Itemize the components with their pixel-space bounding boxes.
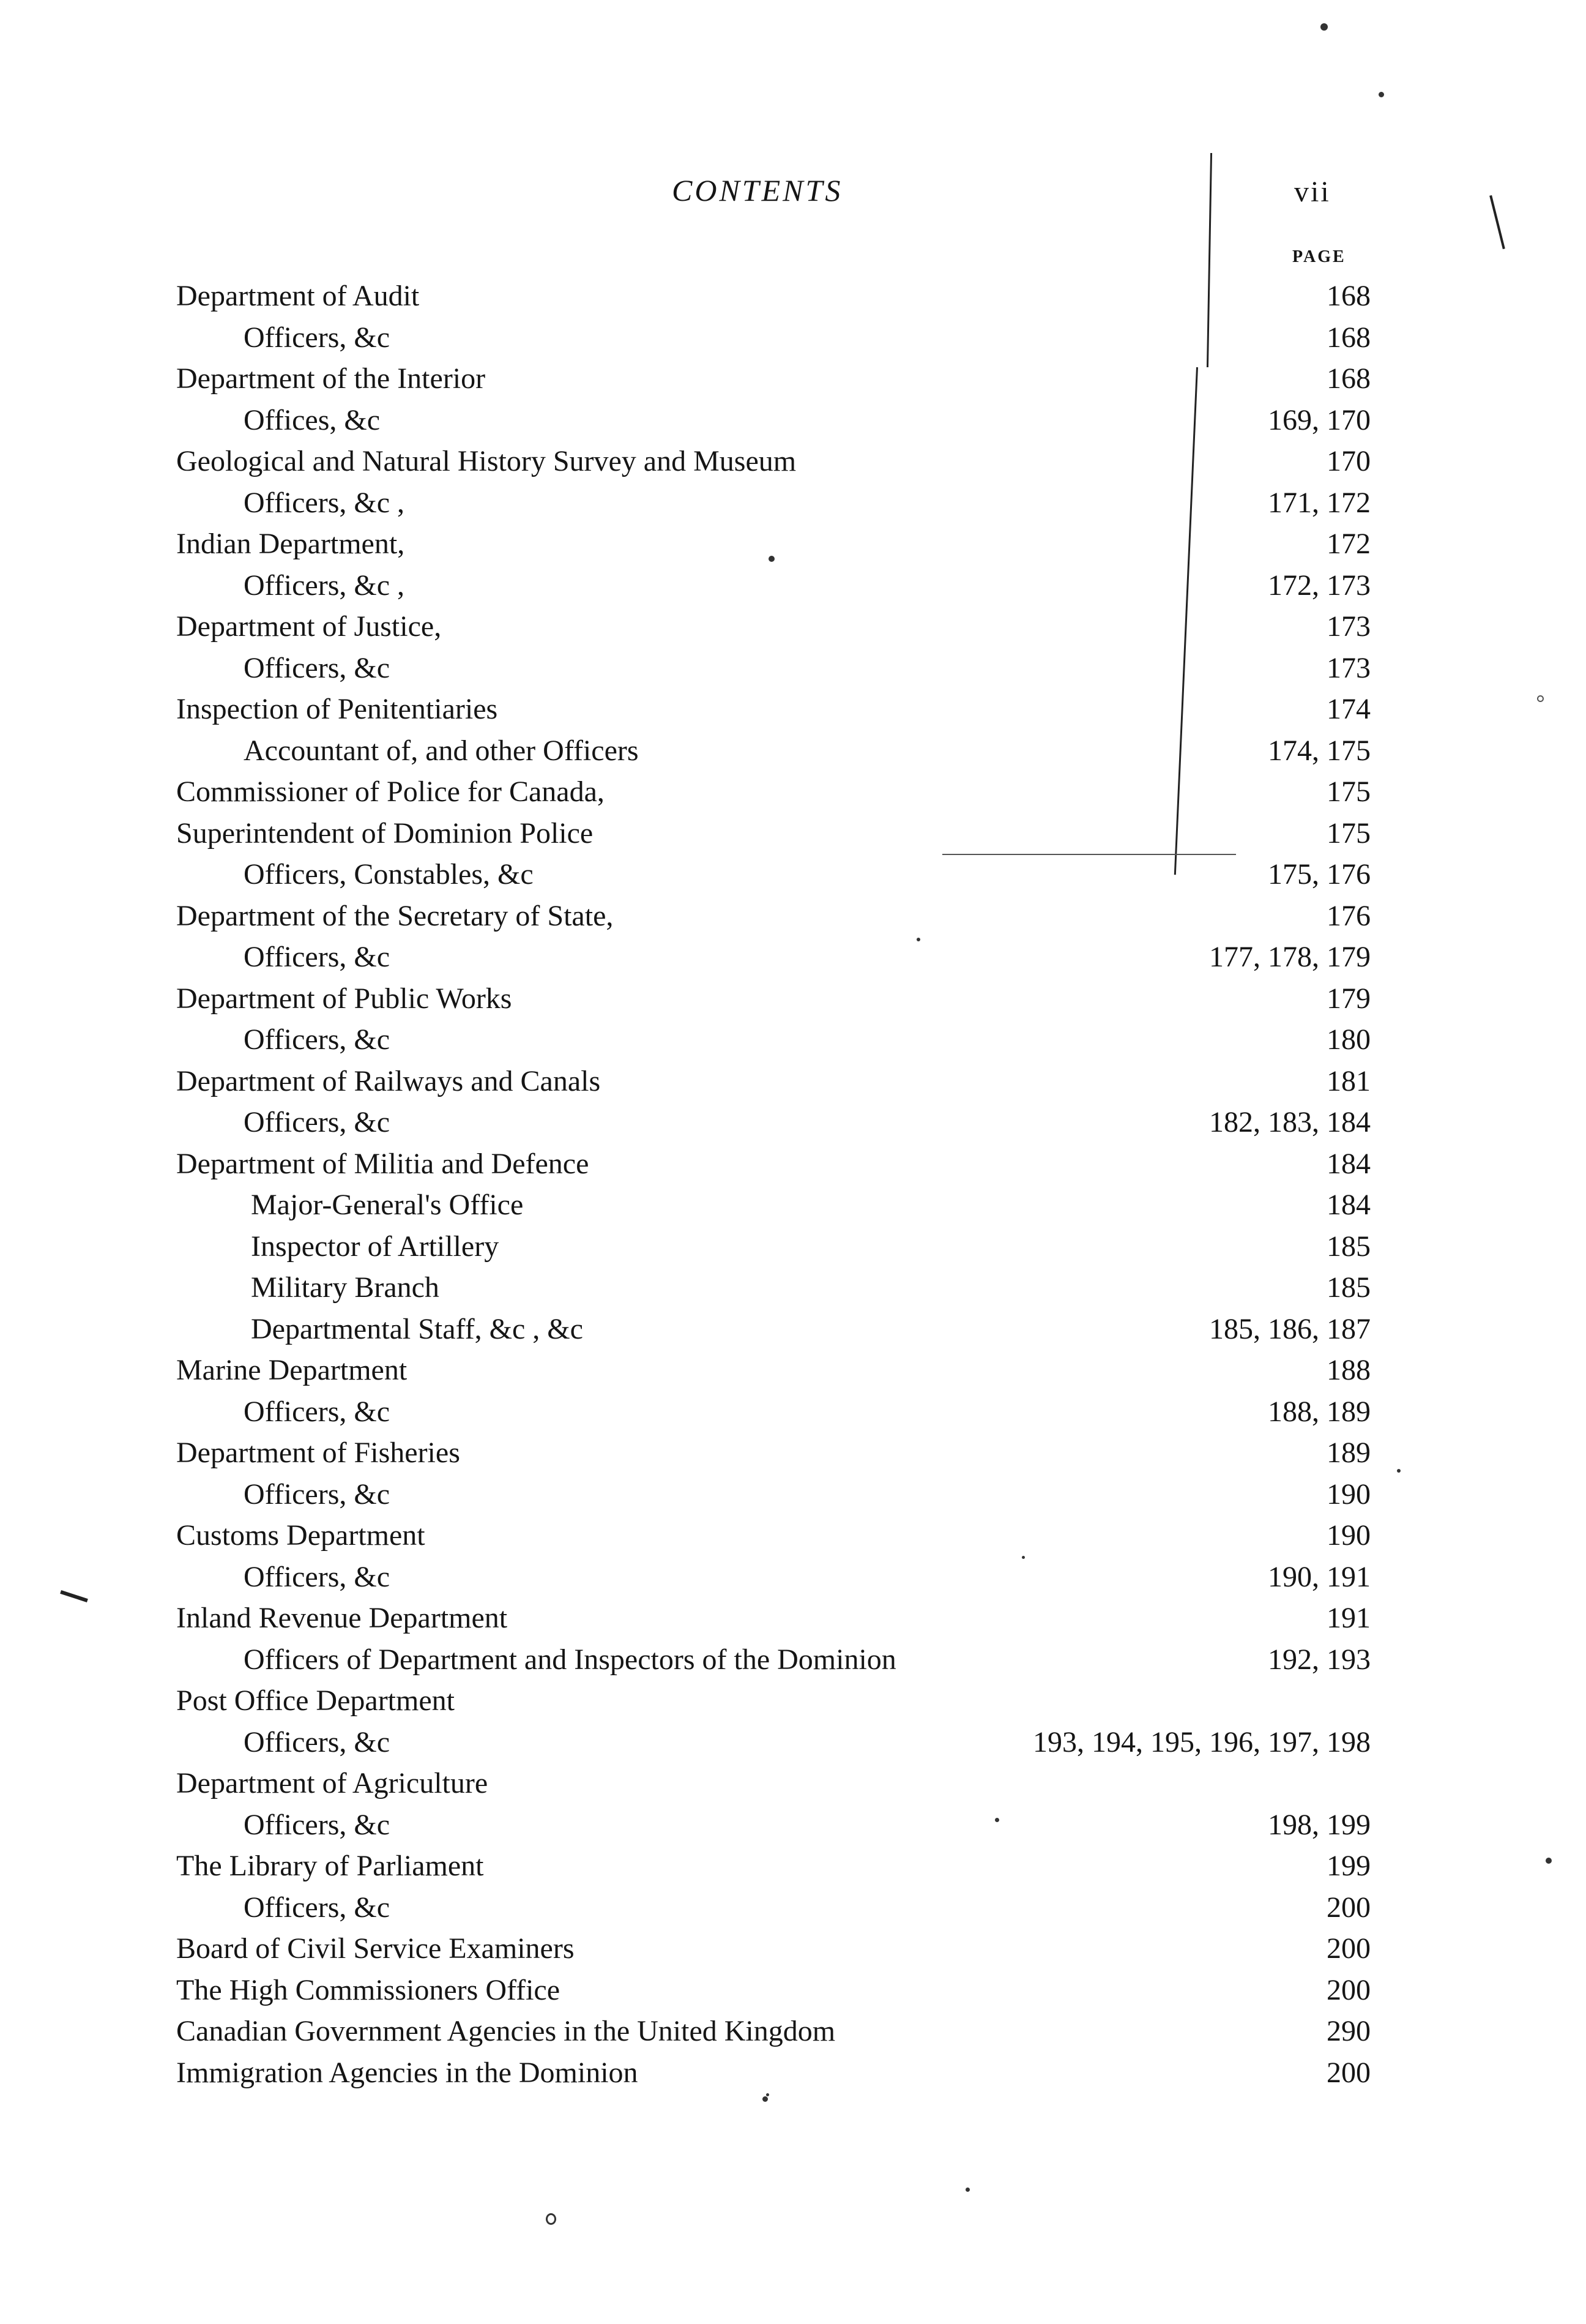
toc-entry	[0, 1680, 1586, 1722]
toc-entry	[0, 1722, 1586, 1763]
scan-speck	[766, 2093, 769, 2096]
toc-entry-pages: 169, 170	[1268, 403, 1371, 436]
toc-entry	[0, 1928, 1586, 1970]
toc-entry-pages: 182, 183, 184	[1209, 1106, 1371, 1138]
toc-entry-pages: 175	[1327, 816, 1371, 850]
scan-speck	[995, 1818, 999, 1822]
toc-entry-pages: 174	[1327, 693, 1371, 725]
toc-entry-label: Department of Fisheries	[176, 1437, 460, 1469]
toc-entry-pages: 172, 173	[1268, 569, 1371, 602]
scan-speck	[1537, 695, 1544, 702]
toc-entry-pages: 173	[1327, 651, 1371, 684]
toc-entry	[0, 648, 1586, 689]
scan-speck	[966, 2188, 970, 2192]
toc-entry-label: Inspector of Artillery	[251, 1230, 499, 1263]
scan-speck	[1022, 1556, 1025, 1559]
toc-entry-pages: 174, 175	[1268, 734, 1371, 767]
scan-speck	[1379, 92, 1384, 97]
toc-entry	[0, 1309, 1586, 1350]
toc-entry-label: The Library of Parliament	[176, 1850, 484, 1882]
toc-entry	[0, 358, 1586, 400]
toc-entry-label: Department of Militia and Defence	[176, 1147, 589, 1180]
toc-entry	[0, 1350, 1586, 1391]
toc-entry-label: Officers, &c	[244, 1891, 390, 1924]
toc-entry-label: Department of Audit	[176, 280, 420, 312]
toc-entry-pages: 200	[1327, 1973, 1371, 2006]
toc-entry-label: Offices, &c	[244, 403, 381, 436]
scan-mark-horizontal-line	[942, 854, 1236, 855]
toc-entry	[0, 1061, 1586, 1102]
toc-entry	[0, 1102, 1586, 1143]
toc-entry-pages: 171, 172	[1268, 486, 1371, 519]
toc-entry-label: Department of the Secretary of State,	[176, 899, 614, 932]
toc-entry-pages: 176	[1327, 899, 1371, 932]
running-head	[0, 173, 1586, 215]
toc-entry-pages: 172	[1327, 528, 1371, 560]
toc-entry-pages: 188, 189	[1268, 1395, 1371, 1428]
toc-entry	[0, 565, 1586, 607]
toc-entry-label: Officers, &c	[244, 941, 390, 973]
scan-speck	[762, 2096, 768, 2102]
toc-entry-pages: 193, 194, 195, 196, 197, 198	[1033, 1725, 1371, 1758]
toc-entry-pages: 200	[1327, 1891, 1371, 1924]
toc-entry-pages: 191	[1327, 1602, 1371, 1634]
toc-entry-pages: 175, 176	[1268, 858, 1371, 891]
toc-entry-pages: 170	[1327, 445, 1371, 477]
toc-entry-label: Officers, &c	[244, 1478, 390, 1511]
toc-entry-pages: 192, 193	[1268, 1643, 1371, 1676]
toc-entry-pages: 190	[1327, 1478, 1371, 1511]
toc-entry	[0, 1845, 1586, 1887]
toc-entry-pages: 175	[1327, 775, 1371, 808]
toc-entry-label: Superintendent of Dominion Police	[176, 816, 594, 850]
toc-entry-label: Departmental Staff, &c , &c	[251, 1312, 583, 1345]
toc-entry	[0, 854, 1586, 895]
toc-entry-pages: 185	[1327, 1271, 1371, 1304]
toc-entry-label: Department of Public Works	[176, 982, 512, 1015]
scan-speck	[769, 556, 775, 562]
toc-entry	[0, 813, 1586, 854]
toc-entry	[0, 482, 1586, 524]
toc-entry-label: Geological and Natural History Survey and Museum	[176, 445, 797, 477]
toc-entry-pages: 190, 191	[1268, 1560, 1371, 1593]
toc-entry-pages: 168	[1327, 321, 1371, 354]
toc-entry	[0, 523, 1586, 565]
toc-entry-label: Immigration Agencies in the Dominion	[176, 2056, 638, 2089]
toc-entry	[0, 441, 1586, 482]
toc-entry-label: Officers, &c	[244, 1808, 390, 1841]
toc-entry-label: Customs Department	[176, 1519, 425, 1552]
toc-entry-pages: 184	[1327, 1189, 1371, 1221]
toc-entry-pages: 168	[1327, 280, 1371, 312]
toc-entry	[0, 2011, 1586, 2052]
running-head-title: CONTENTS	[672, 173, 843, 207]
toc-entry	[0, 1143, 1586, 1185]
toc-entry-pages: 180	[1327, 1023, 1371, 1056]
toc-entry-label: Officers, &c	[244, 321, 390, 354]
toc-entry-label: Department of Railways and Canals	[176, 1064, 601, 1097]
toc-entry-label: Commissioner of Police for Canada,	[176, 775, 605, 808]
toc-entry	[0, 771, 1586, 813]
toc-entry-pages: 179	[1327, 982, 1371, 1015]
toc-entry	[0, 1763, 1586, 1804]
toc-entry-label: Officers, &c ,	[244, 486, 405, 519]
toc-entry-pages: 189	[1327, 1437, 1371, 1469]
toc-entry	[0, 1639, 1586, 1681]
toc-entry-label: Officers, &c	[244, 651, 390, 684]
toc-entry-pages: 185, 186, 187	[1209, 1312, 1371, 1345]
toc-entry-label: Officers, &c	[244, 1725, 390, 1758]
toc-entry	[0, 606, 1586, 648]
toc-entry	[0, 1887, 1586, 1929]
scan-speck	[1546, 1858, 1552, 1864]
toc-entry-label: Accountant of, and other Officers	[244, 734, 639, 767]
toc-entry-label: Department of Justice,	[176, 610, 442, 643]
toc-entry-pages: 200	[1327, 2056, 1371, 2089]
toc-entry-pages: 184	[1327, 1147, 1371, 1180]
page-column-label: PAGE	[1292, 247, 1346, 266]
table-of-contents	[0, 275, 1586, 2093]
toc-entry-pages: 173	[1327, 610, 1371, 643]
toc-entry-pages: 200	[1327, 1932, 1371, 1965]
toc-entry	[0, 1267, 1586, 1309]
scan-speck	[1397, 1469, 1401, 1473]
toc-entry	[0, 1226, 1586, 1268]
toc-entry	[0, 978, 1586, 1020]
toc-entry	[0, 895, 1586, 937]
toc-entry	[0, 1970, 1586, 2011]
toc-entry	[0, 1432, 1586, 1474]
toc-entry-pages: 181	[1327, 1064, 1371, 1097]
page-folio: vii	[1294, 176, 1331, 208]
toc-entry-pages: 199	[1327, 1850, 1371, 1882]
toc-entry-label: Officers of Department and Inspectors of the Dominion	[244, 1643, 896, 1676]
toc-entry	[0, 317, 1586, 359]
toc-entry-label: Military Branch	[251, 1271, 439, 1304]
toc-entry	[0, 936, 1586, 978]
toc-entry-label: Officers, &c ,	[244, 569, 405, 602]
toc-entry	[0, 689, 1586, 730]
toc-entry-label: Indian Department,	[176, 528, 405, 560]
toc-entry	[0, 730, 1586, 772]
toc-entry-label: Officers, &c	[244, 1106, 390, 1138]
toc-entry	[0, 1556, 1586, 1598]
toc-entry-label: Officers, &c	[244, 1395, 390, 1428]
toc-entry	[0, 1804, 1586, 1846]
toc-entry-label: Canadian Government Agencies in the United Kingdom	[176, 2015, 836, 2047]
toc-entry-label: Department of the Interior	[176, 362, 486, 395]
toc-entry-label: The High Commissioners Office	[176, 1973, 560, 2006]
toc-entry-pages: 168	[1327, 362, 1371, 395]
toc-entry-label: Department of Agriculture	[176, 1767, 488, 1799]
toc-entry	[0, 1019, 1586, 1061]
toc-entry-pages: 190	[1327, 1519, 1371, 1552]
toc-entry-label: Marine Department	[176, 1354, 408, 1386]
toc-entry-label: Officers, &c	[244, 1560, 390, 1593]
toc-entry	[0, 1597, 1586, 1639]
toc-entry	[0, 1184, 1586, 1226]
toc-entry-label: Inspection of Penitentiaries	[176, 693, 498, 725]
toc-entry-pages: 290	[1327, 2015, 1371, 2047]
toc-entry-pages: 188	[1327, 1354, 1371, 1386]
toc-entry	[0, 400, 1586, 441]
toc-entry-label: Major-General's Office	[251, 1189, 524, 1221]
scan-speck	[1320, 23, 1328, 31]
toc-entry-label: Post Office Department	[176, 1684, 455, 1717]
toc-entry-pages: 185	[1327, 1230, 1371, 1263]
toc-entry-pages: 198, 199	[1268, 1808, 1371, 1841]
toc-entry	[0, 2052, 1586, 2094]
toc-entry-pages: 177, 178, 179	[1209, 941, 1371, 973]
toc-entry	[0, 1515, 1586, 1556]
toc-entry-label: Board of Civil Service Examiners	[176, 1932, 575, 1965]
toc-entry	[0, 275, 1586, 317]
scan-speck	[546, 2213, 556, 2225]
toc-entry	[0, 1391, 1586, 1433]
toc-entry-label: Officers, Constables, &c	[244, 858, 534, 891]
toc-entry-label: Inland Revenue Department	[176, 1602, 508, 1634]
toc-entry	[0, 1474, 1586, 1515]
scan-speck	[917, 938, 920, 941]
toc-entry-label: Officers, &c	[244, 1023, 390, 1056]
